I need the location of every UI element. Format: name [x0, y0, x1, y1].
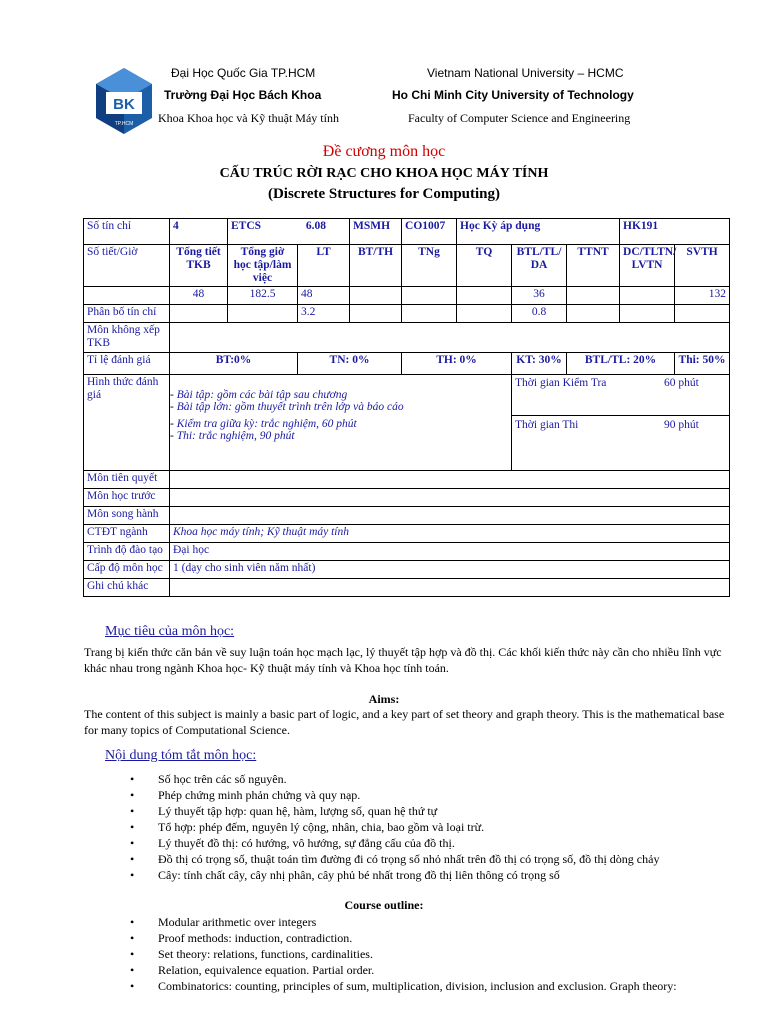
list-item: • Đồ thị có trọng số, thuật toán tìm đường đi có trọng số nhỏ nhất trên đồ thị có trọng số, đồ thị dòng chảy [130, 851, 659, 867]
header-left-line2: Trường Đại Học Bách Khoa [164, 88, 322, 102]
table-row [84, 353, 730, 375]
list-item: - Bài tập: gồm các bài tập sau chương [170, 389, 511, 401]
header-tong-tiet: Tổng tiết TKB [170, 245, 228, 287]
table-row [84, 579, 730, 597]
course-title-en: (Discrete Structures for Computing) [267, 186, 501, 202]
header-tq: TQ [457, 245, 512, 287]
header-right-line1: Vietnam National University – HCMC [427, 66, 624, 80]
objectives-text: Trang bị kiến thức căn bản về suy luận toán học mạch lạc, lý thuyết tập hợp và đồ thị. Các khối kiến thức này cần cho nhiều lĩnh vực khác nhau trong ngành Khoa học- Kỹ thuật máy tính và Khoa học tính toán. [84, 645, 722, 675]
exam-time-value-midterm: 60 phút [664, 377, 699, 389]
ratio-btl: BTL/TL: 20% [567, 353, 675, 375]
course-code: CO1007 [402, 219, 457, 245]
lt-credit-value: 3.2 [298, 305, 350, 323]
assessment-list [170, 389, 511, 442]
list-item: • Phép chứng minh phản chứng và quy nạp. [130, 787, 659, 803]
label-prerequisite: Môn tiên quyết [84, 471, 170, 489]
summary-list [130, 771, 659, 883]
label-level: Trình độ đào tạo [84, 543, 170, 561]
exam-time-label-midterm: Thời gian Kiểm Tra [515, 377, 607, 389]
header-dc: DC/TLTN/ LVTN [620, 245, 675, 287]
table-row [84, 507, 730, 525]
list-item: - Kiểm tra giữa kỳ: trắc nghiệm, 60 phút [170, 418, 511, 430]
list-item: • Cây: tính chất cây, cây nhị phân, cây phủ bé nhất trong đồ thị liên thông có trọng số [130, 867, 659, 883]
ratio-th: TH: 0% [402, 353, 512, 375]
table-row [84, 525, 730, 543]
tong-gio-value: 182.5 [228, 287, 298, 305]
list-item: • Modular arithmetic over integers [130, 914, 677, 930]
msmh-label: MSMH [350, 219, 402, 245]
credits-value: 4 [170, 219, 228, 245]
header-left-line3: Khoa Khoa học và Kỹ thuật Máy tính [158, 111, 339, 125]
objectives-heading: Mục tiêu của môn học: [105, 624, 235, 639]
exam-time-value-final: 90 phút [664, 419, 699, 431]
ratio-bt: BT:0% [170, 353, 298, 375]
table-row [84, 471, 730, 489]
label-credit-distribution: Phân bố tín chỉ [84, 305, 170, 323]
svth-value: 132 [675, 287, 730, 305]
label-corequisite: Môn song hành [84, 507, 170, 525]
course-title-vn: CẤU TRÚC RỜI RẠC CHO KHOA HỌC MÁY TÍNH [219, 166, 549, 181]
list-item: - Thi: trắc nghiệm, 90 phút [170, 430, 511, 442]
label-credits: Số tín chỉ [84, 219, 170, 245]
syllabus-title: Đề cương môn học [322, 143, 446, 160]
list-item: • Combinatorics: counting, principles of sum, multiplication, division, inclusion and exclusion. Graph theory: [130, 978, 677, 994]
ratio-tn: TN: 0% [298, 353, 402, 375]
table-row [84, 543, 730, 561]
table-row [84, 561, 730, 579]
level-value: Đại học [170, 543, 730, 561]
label-no-timetable: Môn không xếp TKB [84, 323, 170, 353]
outline-heading: Course outline: [344, 898, 424, 912]
header-right-line2: Ho Chi Minh City University of Technology [392, 88, 634, 102]
header-svth: SVTH [675, 245, 730, 287]
etcs-label: ETCS 6.08 [228, 219, 350, 245]
exam-time-label-final: Thời gian Thi [515, 419, 579, 431]
header-tong-gio: Tổng giờ học tập/làm việc [228, 245, 298, 287]
list-item: • Lý thuyết tập hợp: quan hệ, hàm, lượng số, quan hệ thứ tự [130, 803, 659, 819]
outline-list [130, 914, 677, 994]
label-previous-course: Môn học trước [84, 489, 170, 507]
header-right-line3: Faculty of Computer Science and Engineering [408, 111, 631, 125]
exam-time-cell [512, 375, 730, 471]
label-hours: Số tiết/Giờ [84, 245, 170, 287]
university-logo [94, 68, 154, 136]
table-row [84, 287, 730, 305]
header-btth: BT/TH [350, 245, 402, 287]
semester-value: HK191 [620, 219, 730, 245]
ratio-thi: Thi: 50% [675, 353, 730, 375]
table-row [84, 375, 730, 471]
label-course-level: Cấp độ môn học [84, 561, 170, 579]
header-left-line1: Đại Học Quốc Gia TP.HCM [171, 66, 316, 80]
list-item: • Lý thuyết đồ thị: có hướng, vô hướng, sự đẳng cấu của đồ thị. [130, 835, 659, 851]
program-value: Khoa học máy tính; Kỹ thuật máy tính [170, 525, 730, 543]
semester-label: Học Kỳ áp dụng [457, 219, 620, 245]
header-btl: BTL/TL/ DA [512, 245, 567, 287]
header-ttnt: TTNT [567, 245, 620, 287]
logo-sub: TP.HCM [114, 121, 134, 127]
ratio-kt: KT: 30% [512, 353, 567, 375]
course-info-table [83, 218, 730, 597]
table-row [84, 219, 730, 245]
header-tng: TNg [402, 245, 457, 287]
logo-text: BK [113, 96, 135, 113]
aims-text: The content of this subject is mainly a basic part of logic, and a key part of set theory and graph theory. This is the mathematical base for many topics of Computational Science. [84, 707, 725, 737]
table-row [84, 245, 730, 287]
aims-heading: Aims: [368, 692, 400, 706]
list-item: • Relation, equivalence equation. Partial order. [130, 962, 677, 978]
course-level-value: 1 (dạy cho sinh viên năm nhất) [170, 561, 730, 579]
list-item: - Bài tập lớn: gồm thuyết trình trên lớp và báo cáo [170, 401, 511, 413]
summary-heading: Nội dung tóm tắt môn học: [105, 748, 257, 763]
assessment-form-cell [170, 375, 512, 471]
lt-value: 48 [298, 287, 350, 305]
list-item: • Tổ hợp: phép đếm, nguyên lý cộng, nhân, chia, bao gồm và loại trừ. [130, 819, 659, 835]
list-item: • Proof methods: induction, contradiction. [130, 930, 677, 946]
label-assessment-form: Hình thức đánh giá [84, 375, 170, 471]
table-row [84, 323, 730, 353]
btl-credit-value: 0.8 [512, 305, 567, 323]
label-assessment-ratio: Tỉ lệ đánh giá [84, 353, 170, 375]
header-lt: LT [298, 245, 350, 287]
list-item: • Số học trên các số nguyên. [130, 771, 659, 787]
table-row [84, 489, 730, 507]
label-notes: Ghi chú khác [84, 579, 170, 597]
table-row [84, 305, 730, 323]
btl-value: 36 [512, 287, 567, 305]
list-item: • Set theory: relations, functions, cardinalities. [130, 946, 677, 962]
tong-tiet-value: 48 [170, 287, 228, 305]
label-program: CTĐT ngành [84, 525, 170, 543]
